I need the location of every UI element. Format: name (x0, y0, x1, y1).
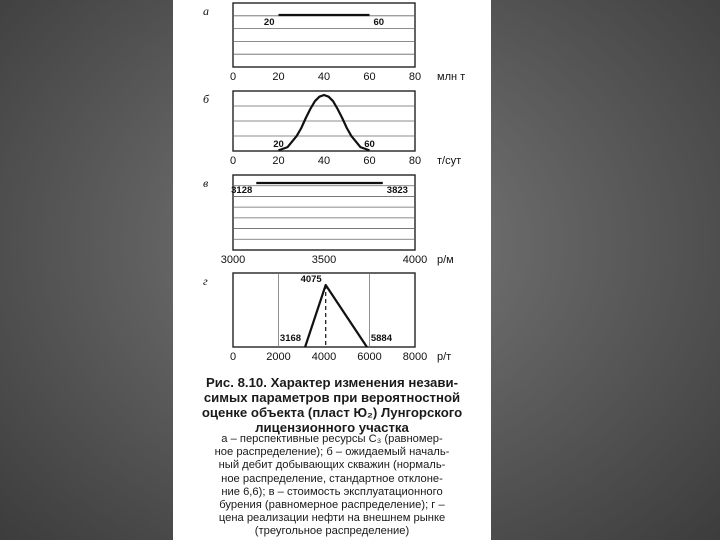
legend-line: ное распределение, стандартное отклоне- (221, 472, 443, 485)
slide-page (173, 0, 491, 540)
legend-line: ное распределение); б – ожидаемый началь- (214, 446, 450, 459)
legend-line: (треугольное распределение) (254, 525, 410, 538)
x-tick-label: 40 (317, 155, 331, 167)
legend-line: бурения (равномерное распределение); г – (219, 499, 445, 512)
figure-legend-text (173, 433, 491, 539)
caption-line: лицензионного участка (255, 420, 409, 435)
panel-letter: б (203, 92, 210, 106)
panel-frame (233, 3, 415, 67)
panel-letter: в (203, 176, 209, 190)
x-tick-label: 0 (229, 155, 237, 167)
x-tick-label: 60 (363, 155, 376, 167)
figure-caption (173, 375, 491, 435)
x-tick-label: 4000 (402, 254, 428, 266)
value-label: 20 (263, 17, 275, 28)
x-axis-label: р/т (437, 351, 452, 363)
x-tick-label: 20 (272, 155, 285, 167)
x-tick-label: 40 (317, 71, 331, 83)
x-axis-label: р/м (437, 254, 454, 266)
legend-line: цена реализации нефти на внешнем рынке (218, 512, 446, 525)
value-label: 3128 (231, 185, 253, 196)
value-label: 20 (273, 139, 284, 150)
x-tick-label: 20 (272, 71, 285, 83)
x-tick-label: 8000 (402, 351, 428, 363)
panel-letter: а (203, 4, 209, 18)
value-label: 3168 (279, 333, 302, 344)
x-tick-label: 3000 (220, 254, 246, 266)
caption-line: оценке объекта (пласт Ю₂) Лунгорского (201, 405, 463, 420)
x-tick-label: 80 (408, 155, 422, 167)
panel-letter: г (203, 274, 208, 288)
x-tick-label: 2000 (266, 351, 291, 363)
figure-8-10-charts (173, 0, 491, 372)
caption-line: Рис. 8.10. Характер изменения незави- (206, 375, 458, 390)
legend-line: ние 6,6); в – стоимость эксплуатационного (221, 485, 443, 498)
x-tick-label: 3500 (311, 254, 337, 266)
x-axis-label: т/сут (437, 155, 462, 167)
x-tick-label: 80 (408, 71, 422, 83)
x-tick-label: 4000 (311, 351, 337, 363)
value-label: 60 (373, 17, 385, 28)
value-label: 4075 (300, 274, 322, 285)
x-tick-label: 60 (363, 71, 376, 83)
legend-line: а – перспективные ресурсы С₃ (равномер- (221, 433, 443, 445)
x-axis-label: млн т (437, 71, 466, 83)
x-tick-label: 6000 (357, 351, 382, 363)
value-label: 60 (364, 139, 375, 150)
x-tick-label: 0 (229, 351, 237, 363)
value-label: 3823 (386, 185, 408, 196)
value-label: 5884 (370, 333, 393, 344)
x-tick-label: 0 (229, 71, 237, 83)
legend-line: ный дебит добывающих скважин (нормаль- (218, 459, 446, 472)
caption-line: симых параметров при вероятностной (203, 390, 461, 405)
